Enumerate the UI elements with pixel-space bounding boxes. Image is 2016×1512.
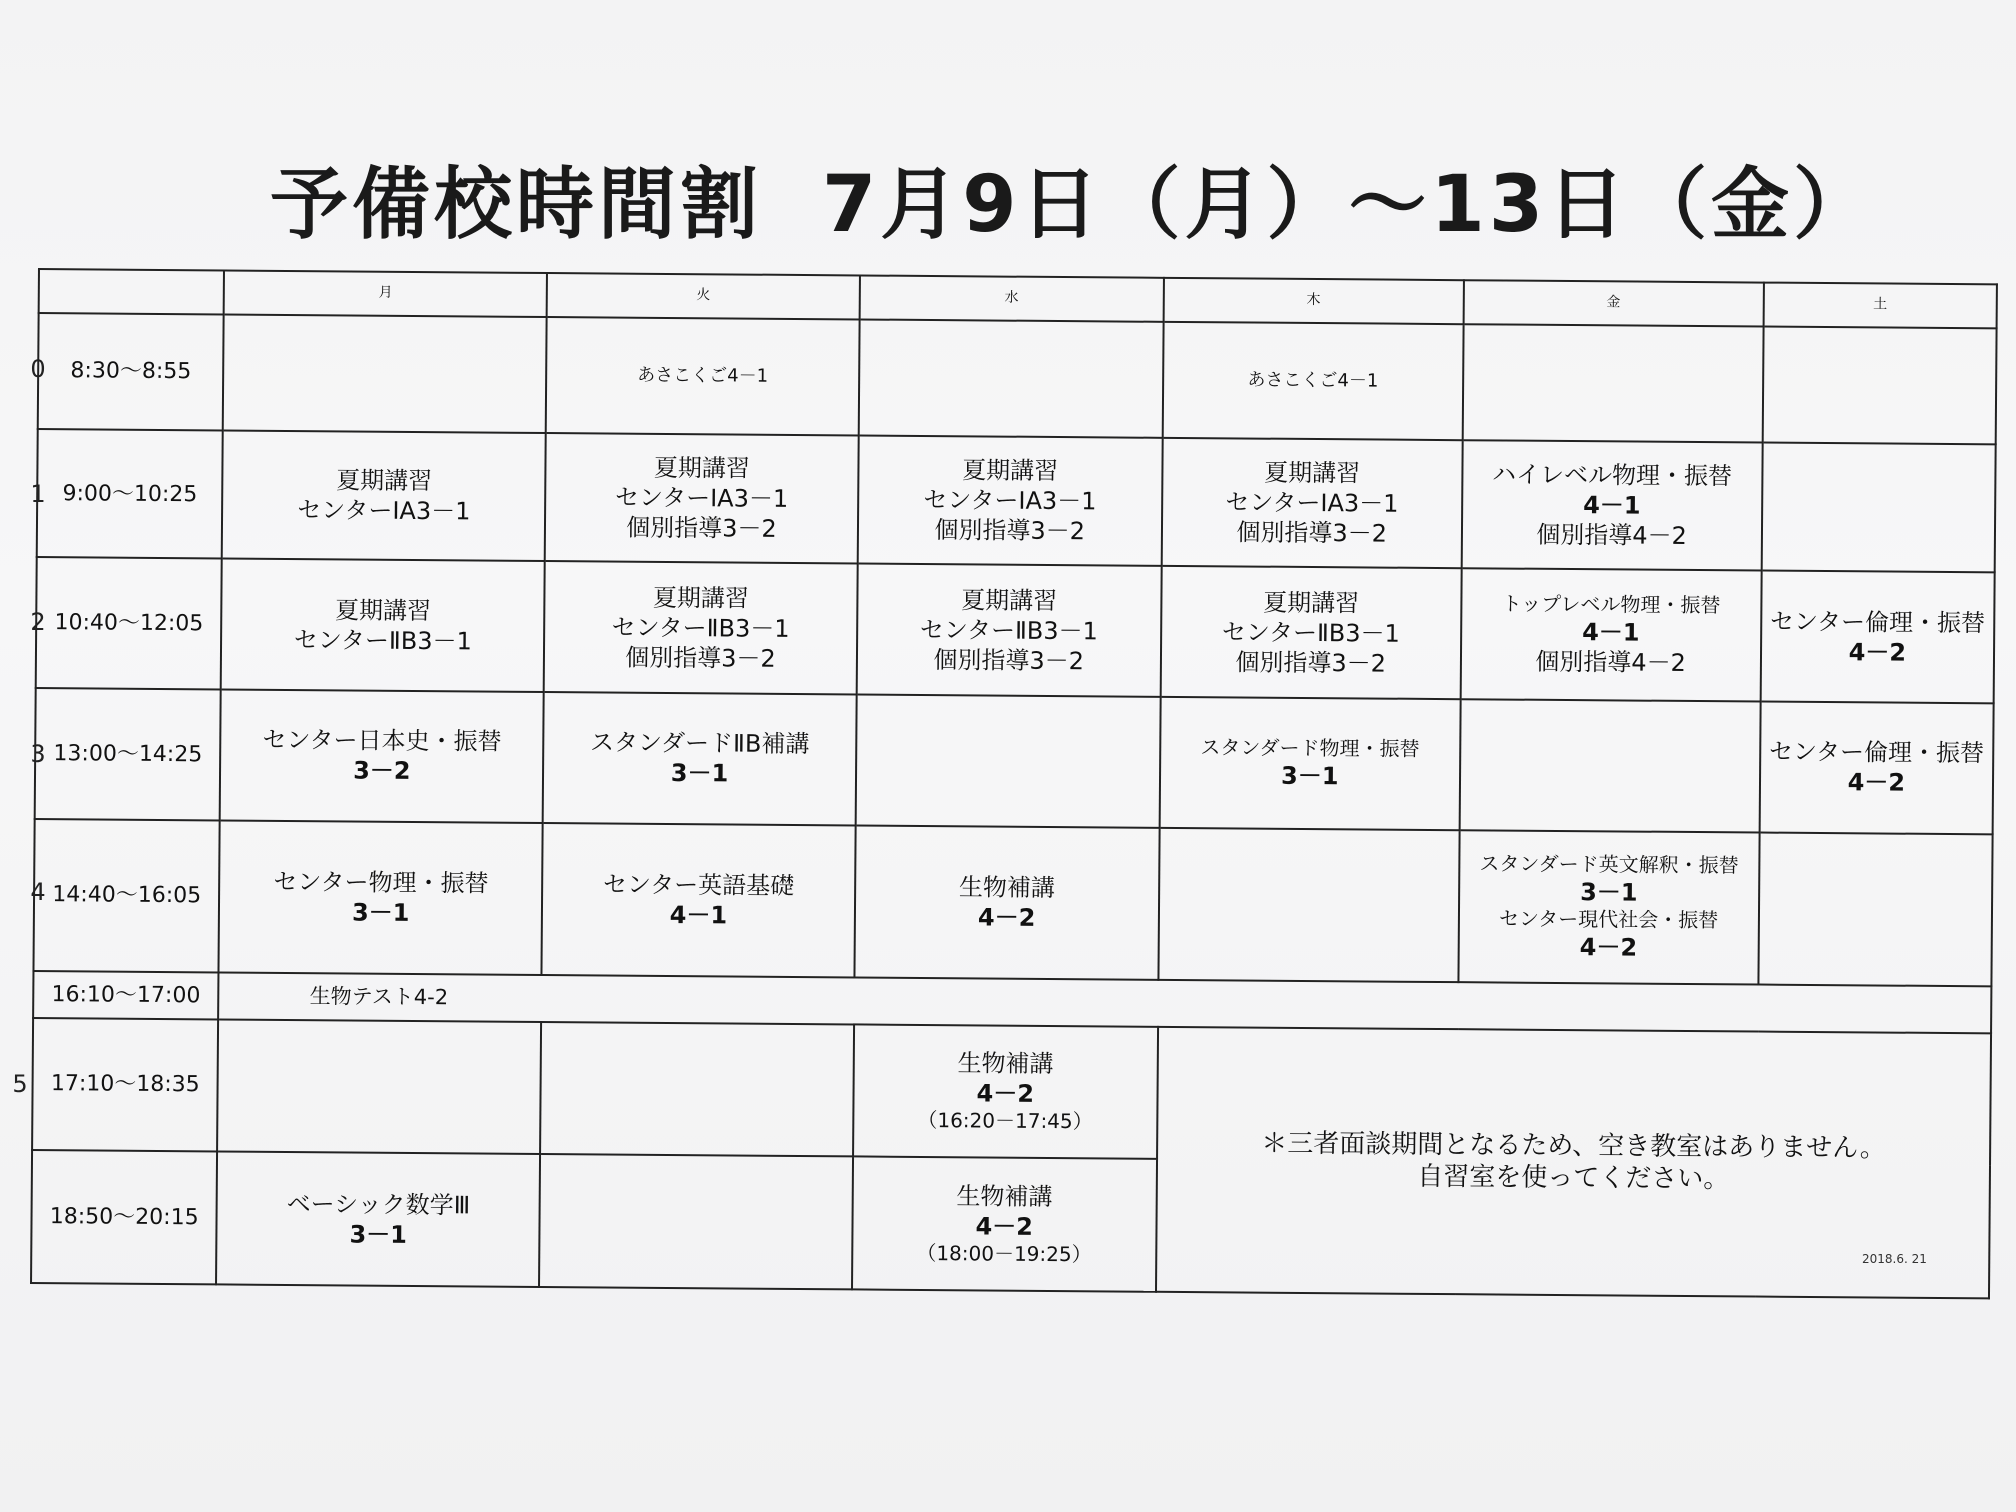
cell-line: センター倫理・振替 <box>1768 737 1985 768</box>
schedule-cell <box>1159 697 1460 830</box>
day-header: 水 <box>859 275 1163 322</box>
period-row <box>36 557 1995 703</box>
schedule-cell <box>546 317 859 435</box>
page-title <box>270 150 1876 260</box>
cell-line: （16:20－17:45） <box>917 1108 1093 1134</box>
cell-line: 個別指導3－2 <box>1235 648 1387 678</box>
cell-line: （18:00－19:25） <box>916 1241 1092 1267</box>
cell-line: 4－2 <box>975 1212 1034 1241</box>
time-cell: 10:40〜12:05 <box>36 557 222 689</box>
time-cell: 14:40〜16:05 <box>33 819 220 973</box>
cell-line: ベーシック数学Ⅲ <box>286 1189 471 1220</box>
row-number: 3 <box>30 740 46 768</box>
cell-line: 生物補講 <box>957 1049 1054 1079</box>
period-row <box>38 313 1997 444</box>
cell-line: センター現代社会・振替 <box>1498 906 1719 933</box>
time-cell: 18:50〜20:15 <box>31 1150 217 1284</box>
cell-line: あさこくご4－1 <box>1247 369 1379 392</box>
cell-line: 4－2 <box>1847 768 1906 798</box>
cell-line: 3－2 <box>353 756 411 786</box>
cell-line: センター物理・振替 <box>273 867 489 898</box>
empty-cell <box>1762 327 1996 445</box>
empty-cell <box>1462 324 1763 442</box>
cell-line: 夏期講習 <box>962 456 1059 486</box>
cell-line: トップレベル物理・振替 <box>1501 591 1721 618</box>
cell-line: センターⅡB3－1 <box>611 613 790 643</box>
period-row <box>32 1018 1991 1166</box>
cell-line: 4－1 <box>1582 618 1640 647</box>
notice-line: 自習室を使ってください。 <box>1417 1162 1730 1195</box>
schedule-cell <box>221 559 545 692</box>
day-header: 木 <box>1163 278 1463 325</box>
cell-line: センター英語基礎 <box>602 870 795 900</box>
schedule-cell <box>852 1157 1157 1292</box>
cell-line: 4－2 <box>976 1079 1035 1109</box>
time-cell: 16:10〜17:00 <box>33 971 219 1019</box>
schedule-cell <box>1161 438 1462 569</box>
schedule-cell <box>543 692 856 825</box>
schedule-cell <box>1458 830 1759 985</box>
cell-line: 夏期講習 <box>335 596 432 625</box>
schedule-cell <box>220 689 544 822</box>
cell-line: 夏期講習 <box>336 466 433 496</box>
cell-line: 3－1 <box>351 898 410 927</box>
schedule-cell <box>1460 569 1761 702</box>
day-header: 土 <box>1763 283 1997 329</box>
cell-line: センターⅡB3－1 <box>1221 618 1400 648</box>
empty-cell <box>223 315 547 433</box>
row-number: 4 <box>30 878 46 906</box>
schedule-cell <box>216 1152 540 1287</box>
schedule-cell <box>853 1024 1158 1159</box>
time-cell: 17:10〜18:35 <box>32 1018 218 1152</box>
cell-line: 個別指導4－2 <box>1535 648 1687 678</box>
period-row <box>35 688 1994 834</box>
schedule-cell <box>857 435 1162 566</box>
cell-line: 生物補講 <box>958 873 1055 902</box>
cell-line: 夏期講習 <box>1263 588 1360 618</box>
cell-line: センター日本史・振替 <box>262 726 502 756</box>
period-row <box>37 429 1996 573</box>
day-header: 火 <box>547 273 860 320</box>
schedule-cell <box>1162 322 1463 440</box>
schedule-cell <box>542 823 856 978</box>
day-header: 金 <box>1463 280 1763 327</box>
cell-line: センターⅡB3－1 <box>919 615 1098 646</box>
row-number: 2 <box>30 608 46 636</box>
cell-line: 夏期講習 <box>652 583 749 613</box>
schedule-cell <box>222 430 546 561</box>
cell-line: 個別指導4－2 <box>1536 521 1688 551</box>
cell-line: スタンダード物理・振替 <box>1200 734 1420 761</box>
test-cell: 生物テスト4-2 <box>218 973 1991 1033</box>
cell-line: 個別指導3－2 <box>625 643 776 673</box>
cell-line: スタンダードⅡB補講 <box>589 728 810 759</box>
title-main: 予備校時間割 <box>270 160 763 250</box>
cell-line: 個別指導3－2 <box>1236 518 1388 548</box>
cell-line: センターⅡB3－1 <box>293 625 472 656</box>
schedule-cell <box>544 561 857 694</box>
empty-cell <box>858 320 1163 438</box>
empty-cell <box>1761 443 1995 573</box>
schedule-cell <box>1759 702 1993 834</box>
schedule-cell <box>1461 440 1762 571</box>
notice-line: ＊三者面談期間となるため、空き教室はありません。 <box>1261 1128 1886 1164</box>
time-cell: 8:30〜8:55 <box>38 313 224 430</box>
row-number: 1 <box>30 480 46 508</box>
row-number: 0 <box>30 355 46 383</box>
cell-line: 3－1 <box>1280 761 1339 791</box>
cell-line: センター倫理・振替 <box>1769 607 1986 638</box>
schedule-cell <box>856 564 1161 697</box>
cell-line: センターⅠA3－1 <box>923 486 1097 516</box>
time-cell: 9:00〜10:25 <box>37 429 223 559</box>
title-date-range: 7月9日（月）〜13日（金） <box>822 160 1876 250</box>
row-number: 5 <box>12 1070 28 1098</box>
empty-cell <box>1758 832 1993 986</box>
cell-line: 個別指導3－2 <box>933 645 1085 675</box>
day-header: 月 <box>224 270 547 317</box>
period-row <box>33 819 1992 987</box>
schedule-cell <box>1760 571 1994 703</box>
cell-line: センターⅠA3－1 <box>1225 488 1399 518</box>
cell-line: 4－1 <box>1583 491 1641 520</box>
timetable <box>30 268 1998 1299</box>
cell-line: 個別指導3－2 <box>626 513 777 544</box>
time-cell: 13:00〜14:25 <box>35 688 221 820</box>
cell-line: 生物補講 <box>956 1182 1053 1212</box>
empty-cell <box>1459 699 1760 832</box>
cell-line: ハイレベル物理・振替 <box>1491 460 1733 491</box>
cell-line: センターⅠA3－1 <box>615 483 789 514</box>
cell-line: 4－2 <box>977 903 1036 932</box>
cell-line: 3－1 <box>1580 878 1638 907</box>
empty-cell <box>217 1019 541 1154</box>
cell-line: 個別指導3－2 <box>934 516 1086 546</box>
cell-line: 3－1 <box>349 1220 408 1249</box>
cell-line: 夏期講習 <box>961 586 1058 615</box>
cell-line: 4－1 <box>669 900 728 930</box>
empty-cell <box>855 694 1160 827</box>
cell-line: 4－2 <box>1579 933 1638 962</box>
cell-line: 夏期講習 <box>653 454 751 483</box>
empty-cell <box>540 1022 853 1157</box>
schedule-cell <box>854 825 1159 980</box>
cell-line: 夏期講習 <box>1264 458 1361 488</box>
schedule-cell <box>1160 566 1461 699</box>
corner-cell <box>39 269 225 315</box>
empty-cell <box>539 1154 852 1289</box>
print-date: 2018.6. 21 <box>1862 1252 1927 1266</box>
schedule-cell <box>219 820 543 975</box>
cell-line: センターⅠA3－1 <box>297 496 471 526</box>
cell-line: 3－1 <box>670 759 729 788</box>
schedule-cell <box>545 433 858 564</box>
cell-line: あさこくご4－1 <box>637 364 769 387</box>
cell-line: 4－2 <box>1848 637 1907 667</box>
cell-line: スタンダード英文解釈・振替 <box>1479 851 1739 878</box>
empty-cell <box>1158 827 1459 982</box>
